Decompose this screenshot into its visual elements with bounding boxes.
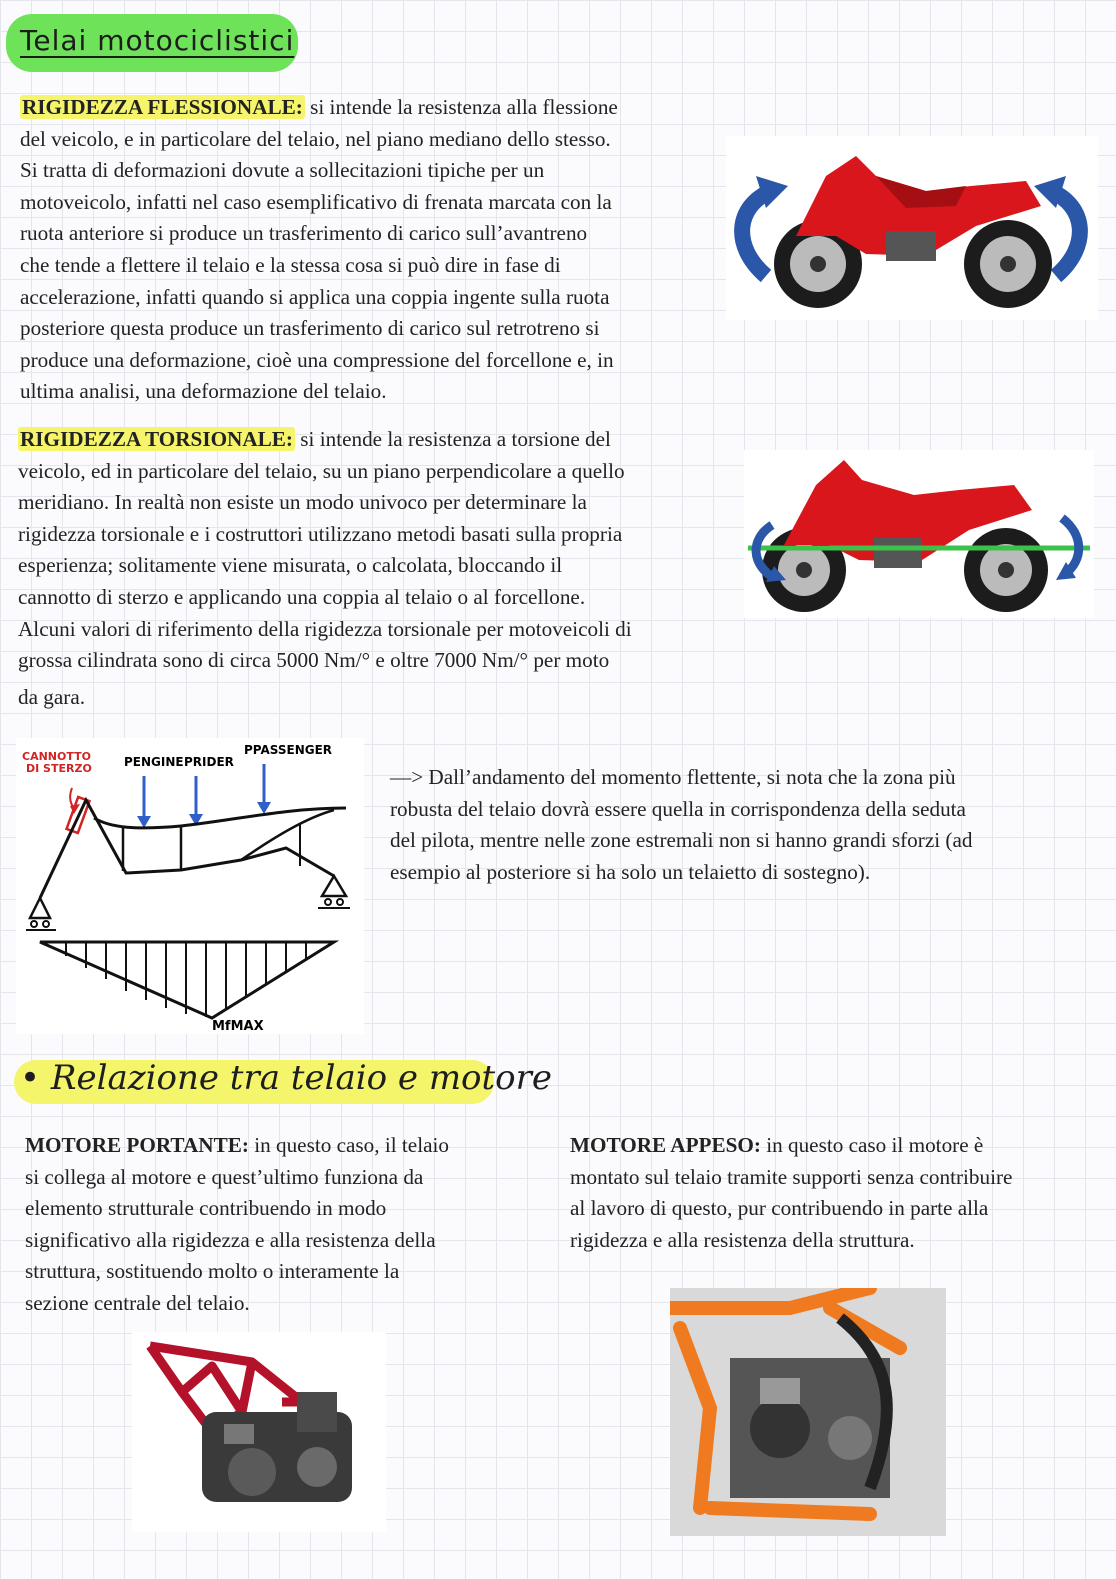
text-line: produce una deformazione, cioè una compressione del forcellone e, in: [20, 347, 614, 372]
text-line: si intende la resistenza a torsione del: [300, 427, 611, 451]
label-p-passenger: PPASSENGER: [244, 743, 333, 757]
text-line: montato sul telaio tramite supporti senza contribuire: [570, 1164, 1013, 1189]
section-subtitle: • Relazione tra telaio e motore: [20, 1058, 553, 1098]
motorcycle-torsion-image: [744, 450, 1094, 618]
text-line: del veicolo, e in particolare del telaio, nel piano mediano dello stesso.: [20, 126, 611, 151]
text-line: posteriore questa produce un trasferimento di carico sul retrotreno si: [20, 316, 600, 341]
text-line: ruota anteriore si produce un trasferimento di carico sull’avantreno: [20, 221, 588, 246]
paragraph-line-1: [25, 1130, 545, 1162]
text-line: cannotto di sterzo e applicando una coppia al telaio o al forcellone.: [18, 584, 586, 609]
motorcycle-bending-image: [726, 136, 1098, 320]
text-line: struttura, sostituendo molto o interamente la: [25, 1259, 400, 1284]
text-line: da gara.: [18, 684, 86, 709]
paragraph-line-1: [18, 424, 728, 456]
text-line: si collega al motore e quest’ultimo funziona da: [25, 1164, 424, 1189]
engine-portante-image: [132, 1332, 386, 1532]
text-line: meridiano. In realtà non esiste un modo univoco per determinare la: [18, 490, 587, 515]
text-line: sezione centrale del telaio.: [25, 1290, 250, 1315]
paragraph-line-1: [570, 1130, 1100, 1162]
text-line: rigidezza torsionale e i costruttori utilizzano metodi basati sulla propria: [18, 521, 623, 546]
label-p-rider: PRIDER: [184, 755, 234, 769]
steering-label-2: DI STERZO: [26, 762, 92, 775]
text-line: del pilota, mentre nelle zone estremali non si hanno grandi sforzi (ad: [390, 828, 973, 853]
text-line: grossa cilindrata sono di circa 5000 Nm/° e oltre 7000 Nm/° per moto: [18, 648, 610, 673]
page-title: Telai motociclistici: [20, 24, 295, 57]
section-motore-appeso: [570, 1130, 1100, 1256]
keyword-motore-portante: MOTORE PORTANTE:: [25, 1133, 249, 1157]
text-line: elemento strutturale contribuendo in modo: [25, 1196, 387, 1221]
text-line: motoveicolo, infatti nel caso esemplificativo di frenata marcata con la: [20, 189, 612, 214]
steering-label-1: CANNOTTO: [22, 750, 91, 763]
text-line: Alcuni valori di riferimento della rigidezza torsionale per motoveicoli di: [18, 616, 632, 641]
mf-max-label: MfMAX: [212, 1019, 264, 1034]
paragraph-line-1: [20, 92, 720, 124]
text-line: —> Dall’andamento del momento flettente, si nota che la zona più: [390, 765, 956, 789]
text-line: rigidezza e alla resistenza della struttura.: [570, 1227, 915, 1252]
text-line: in questo caso, il telaio: [254, 1133, 449, 1157]
text-line: veicolo, ed in particolare del telaio, su un piano perpendicolare a quello: [18, 458, 625, 483]
text-line: che tende a flettere il telaio e la stessa cosa si può dire in fase di: [20, 252, 561, 277]
text-line: accelerazione, infatti quando si applica una coppia ingente sulla ruota: [20, 284, 610, 309]
label-p-engine: PENGINE: [124, 755, 184, 769]
text-line: esperienza; solitamente viene misurata, o calcolata, bloccando il: [18, 553, 563, 578]
text-line: robusta del telaio dovrà essere quella in corrispondenza della seduta: [390, 796, 966, 821]
section-motore-portante: [25, 1130, 545, 1320]
text-line: esempio al posteriore si ha solo un telaietto di sostegno).: [390, 859, 871, 884]
text-line: si intende la resistenza alla flessione: [310, 95, 618, 119]
text-line: in questo caso il motore è: [766, 1133, 984, 1157]
engine-appeso-image: [670, 1288, 946, 1536]
diagram-note: [390, 762, 1090, 888]
keyword-flessionale: RIGIDEZZA FLESSIONALE:: [22, 95, 303, 119]
keyword-torsionale: RIGIDEZZA TORSIONALE:: [20, 427, 293, 451]
section-torsionale: [18, 424, 728, 713]
text-line: al lavoro di questo, pur contribuendo in parte alla: [570, 1196, 989, 1221]
text-line: Si tratta di deformazioni dovute a sollecitazioni tipiche per un: [20, 158, 545, 183]
text-line: significativo alla rigidezza e alla resistenza della: [25, 1227, 436, 1252]
text-line: ultima analisi, una deformazione del telaio.: [20, 379, 387, 404]
keyword-motore-appeso: MOTORE APPESO:: [570, 1133, 761, 1157]
section-flessionale: [20, 92, 720, 408]
bending-moment-diagram: [16, 738, 364, 1034]
